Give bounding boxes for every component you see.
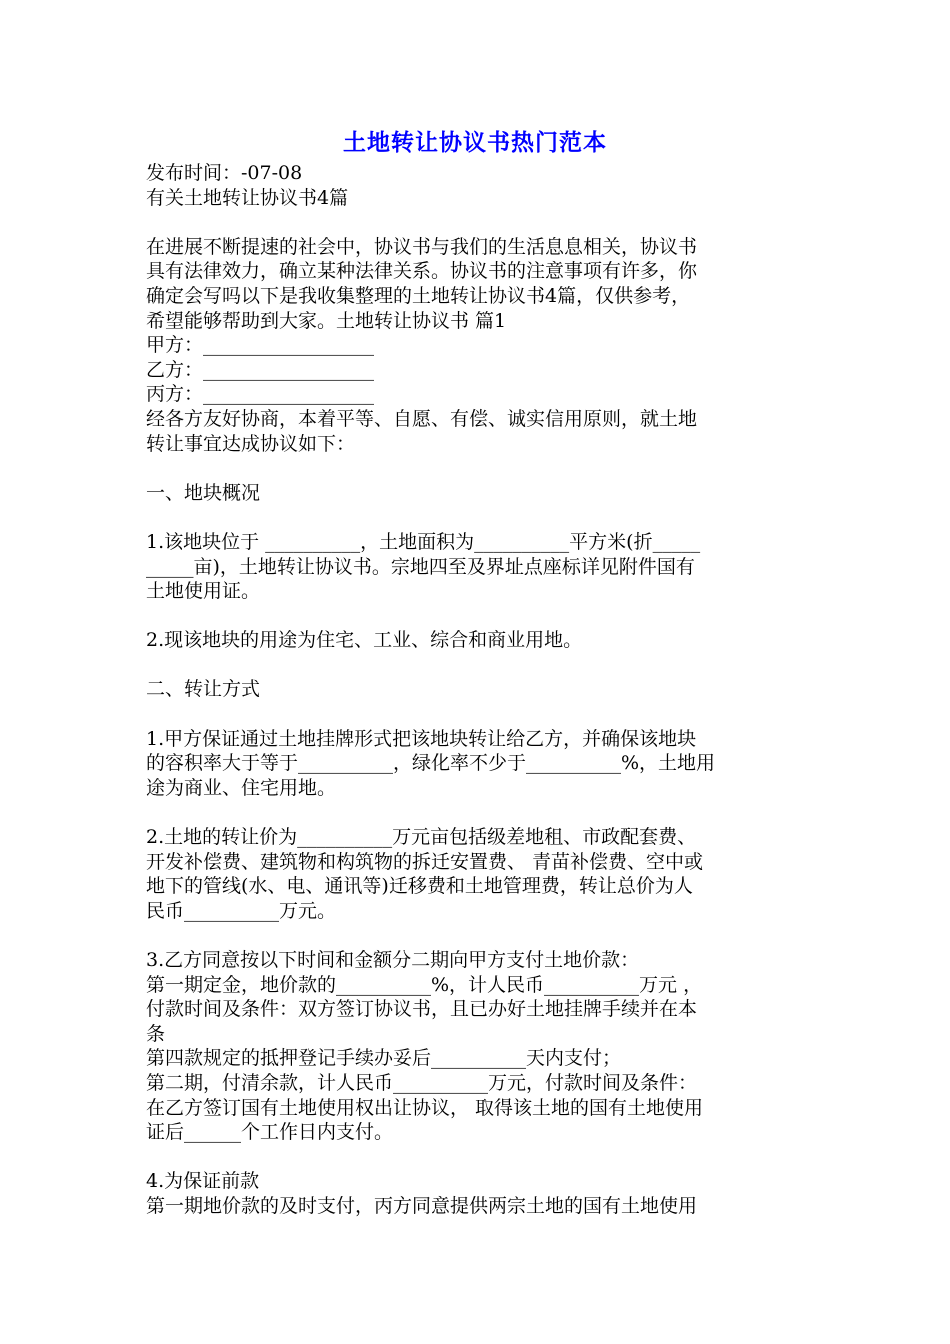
text-line: _____亩)，土地转让协议书。宗地四至及界址点座标详见附件国有 [146, 555, 695, 578]
text-line: 有关土地转让协议书4篇 [146, 186, 349, 209]
text-line: 1.该地块位于 __________，土地面积为__________平方米(折_____ [146, 530, 701, 553]
text-line: 第一期地价款的及时支付，丙方同意提供两宗土地的国有土地使用 [146, 1194, 698, 1217]
blank-line [146, 702, 826, 727]
text-line: 2.土地的转让价为__________万元亩包括级差地租、市政配套费、 [146, 826, 697, 849]
text-line: 希望能够帮助到大家。土地转让协议书 篇1 [146, 309, 507, 332]
blank-line [146, 923, 826, 948]
blank-line [146, 653, 826, 678]
text-line: 丙方：__________________ [146, 383, 375, 406]
blank-line [146, 800, 826, 825]
text-line: 发布时间：-07-08 [146, 162, 303, 184]
text-line: 3.乙方同意按以下时间和金额分二期向甲方支付土地价款： [146, 949, 640, 971]
text-line: 确定会写吗以下是我收集整理的土地转让协议书4篇，仅供参考， [146, 284, 691, 307]
blank-line [146, 210, 826, 235]
text-line: 1.甲方保证通过土地挂牌形式把该地块转让给乙方，并确保该地块 [146, 727, 697, 750]
document-title: 土地转让协议书热门范本 [343, 130, 607, 156]
blank-line [146, 456, 826, 481]
blank-line [146, 505, 826, 530]
text-line: 第二期，付清余款，计人民币__________万元，付款时间及条件： [146, 1071, 698, 1094]
text-line: 一、地块概况 [146, 481, 261, 504]
text-line: 的容积率大于等于__________，绿化率不少于__________%，土地用 [146, 752, 716, 775]
text-line: 在乙方签订国有土地使用权出让协议， 取得该土地的国有土地使用 [146, 1096, 704, 1119]
text-line: 证后______个工作日内支付。 [146, 1121, 394, 1144]
text-line: 土地使用证。 [146, 580, 261, 603]
text-line: 2.现该地块的用途为住宅、工业、综合和商业用地。 [146, 629, 583, 652]
text-line: 途为商业、住宅用地。 [146, 776, 337, 799]
text-line: 具有法律效力，确立某种法律关系。协议书的注意事项有许多，你 [146, 260, 698, 283]
blank-line [146, 604, 826, 629]
blank-line [146, 1145, 826, 1170]
text-line: 乙方：__________________ [146, 358, 375, 381]
text-line: 4.为保证前款 [146, 1170, 260, 1193]
document-body [146, 161, 826, 1219]
text-line: 民币__________万元。 [146, 899, 337, 922]
text-line: 经各方友好协商，本着平等、自愿、有偿、诚实信用原则，就土地 [146, 407, 698, 430]
text-line: 开发补偿费、建筑物和构筑物的拆迁安置费、 青苗补偿费、空中或 [146, 850, 704, 873]
text-line: 条 [146, 1022, 166, 1045]
text-line: 在进展不断提速的社会中，协议书与我们的生活息息相关，协议书 [146, 235, 698, 258]
text-line: 第一期定金，地价款的__________%，计人民币__________万元 ， [146, 973, 703, 996]
text-line: 付款时间及条件：双方签订协议书，且已办好土地挂牌手续并在本 [146, 998, 698, 1021]
text-line: 转让事宜达成协议如下： [146, 432, 356, 455]
text-line: 地下的管线(水、电、通讯等)迁移费和土地管理费，转让总价为人 [146, 875, 693, 898]
text-line: 二、转让方式 [146, 678, 261, 701]
text-line: 甲方：__________________ [146, 334, 375, 357]
text-line: 第四款规定的抵押登记手续办妥后__________天内支付； [146, 1047, 622, 1070]
